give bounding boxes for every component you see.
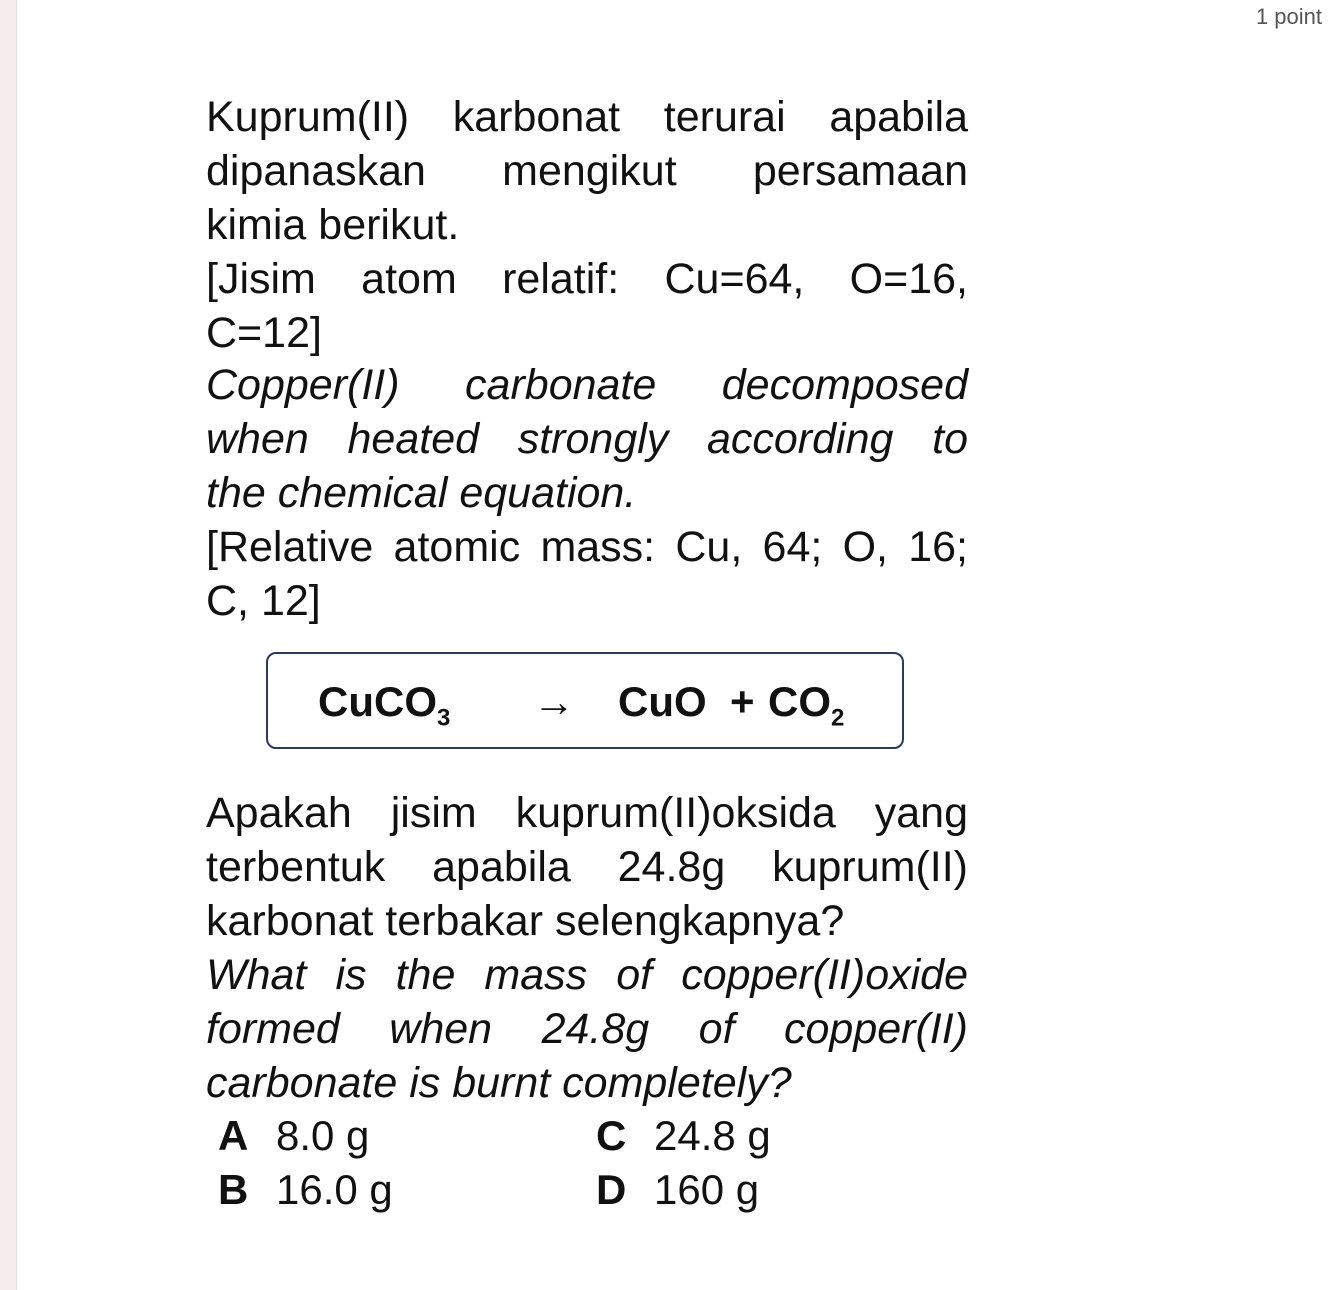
chemical-equation-box (266, 652, 904, 749)
option-value: 16.0 g (276, 1166, 393, 1213)
subscript: 2 (831, 704, 845, 732)
option-a (218, 1112, 369, 1160)
line: Kuprum(II) karbonat terurai apabila (206, 93, 968, 141)
line: C=12] (206, 309, 322, 357)
points-label: 1 point (1255, 4, 1322, 29)
reactant (318, 678, 450, 732)
english-intro (206, 358, 968, 520)
line: C, 12] (206, 577, 321, 625)
plus-sign: + (730, 678, 755, 725)
line: Apakah jisim kuprum(II)oksida yang (206, 789, 968, 837)
line: karbonat terbakar selengkapnya? (206, 897, 845, 945)
line: dipanaskan mengikut persamaan (206, 147, 968, 195)
line: What is the mass of copper(II)oxide (206, 951, 968, 999)
option-letter: A (218, 1112, 249, 1159)
malay-intro (206, 90, 968, 360)
line: carbonate is burnt completely? (206, 1059, 792, 1107)
question-number (89, 0, 113, 2)
line: Copper(II) carbonate decomposed (206, 361, 968, 409)
english-mass (206, 520, 968, 628)
line: [Jisim atom relatif: Cu=64, O=16, (206, 255, 968, 303)
line: formed when 24.8g of copper(II) (206, 1005, 968, 1053)
product-co2 (768, 678, 844, 732)
option-d (596, 1166, 759, 1214)
subscript: 3 (437, 704, 451, 732)
option-value: 8.0 g (276, 1112, 370, 1159)
option-b (218, 1166, 393, 1214)
malay-question (206, 786, 968, 948)
option-value: 160 g (654, 1166, 760, 1213)
english-question (206, 948, 968, 1110)
line: kimia berikut. (206, 201, 460, 249)
co2-formula: CO (768, 678, 831, 725)
reactant-formula: CuCO (318, 678, 437, 725)
option-c (596, 1112, 771, 1160)
line: terbentuk apabila 24.8g kuprum(II) (206, 843, 968, 891)
option-letter: D (596, 1166, 627, 1213)
option-letter: C (596, 1112, 627, 1159)
arrow-icon: → (533, 678, 575, 725)
line: [Relative atomic mass: Cu, 64; O, 16; (206, 523, 968, 571)
product-cuo: CuO (618, 678, 707, 725)
line: the chemical equation. (206, 469, 637, 517)
option-value: 24.8 g (654, 1112, 771, 1159)
line: when heated strongly according to (206, 415, 968, 463)
option-letter: B (218, 1166, 249, 1213)
